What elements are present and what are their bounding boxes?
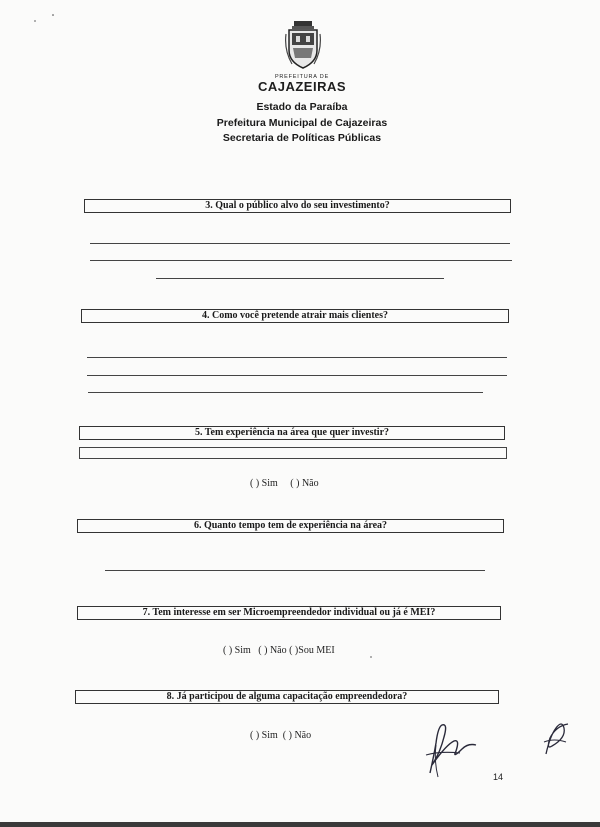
city-coat-of-arms-icon <box>284 20 322 72</box>
question-5-answer-field[interactable] <box>79 447 507 459</box>
logo-small-text: PREFEITURA DE <box>274 74 330 80</box>
signature-mark-1 <box>420 715 482 781</box>
signature-mark-2 <box>538 716 572 760</box>
scan-edge-bar <box>0 822 600 827</box>
question-4-box: 4. Como você pretende atrair mais clientes? <box>81 309 509 323</box>
header-state: Estado da Paraíba <box>256 101 348 113</box>
question-7-options[interactable]: ( ) Sim ( ) Não ( )Sou MEI <box>223 645 335 656</box>
question-8-options[interactable]: ( ) Sim ( ) Não <box>250 730 312 741</box>
answer-line[interactable] <box>105 570 485 571</box>
scan-speck <box>370 656 372 658</box>
page-number: 14 <box>493 772 504 782</box>
question-5-box: 5. Tem experiência na área que quer investir? <box>79 426 505 440</box>
question-3-box: 3. Qual o público alvo do seu investimento? <box>84 199 511 213</box>
header-municipality: Prefeitura Municipal de Cajazeiras <box>216 117 388 129</box>
scan-speck <box>34 20 36 22</box>
answer-line[interactable] <box>87 357 507 358</box>
logo-city-name: CAJAZEIRAS <box>257 79 347 94</box>
question-8-box: 8. Já participou de alguma capacitação empreendedora? <box>75 690 499 704</box>
scan-speck <box>52 14 54 16</box>
header-department: Secretaria de Políticas Públicas <box>222 132 382 144</box>
answer-line[interactable] <box>88 392 483 393</box>
question-6-box: 6. Quanto tempo tem de experiência na área? <box>77 519 504 533</box>
answer-line[interactable] <box>156 278 444 279</box>
answer-line[interactable] <box>90 260 512 261</box>
answer-line[interactable] <box>90 243 510 244</box>
question-7-box: 7. Tem interesse em ser Microempreendedor individual ou já é MEI? <box>77 606 501 620</box>
answer-line[interactable] <box>87 375 507 376</box>
question-5-options[interactable]: ( ) Sim ( ) Não <box>250 478 319 489</box>
